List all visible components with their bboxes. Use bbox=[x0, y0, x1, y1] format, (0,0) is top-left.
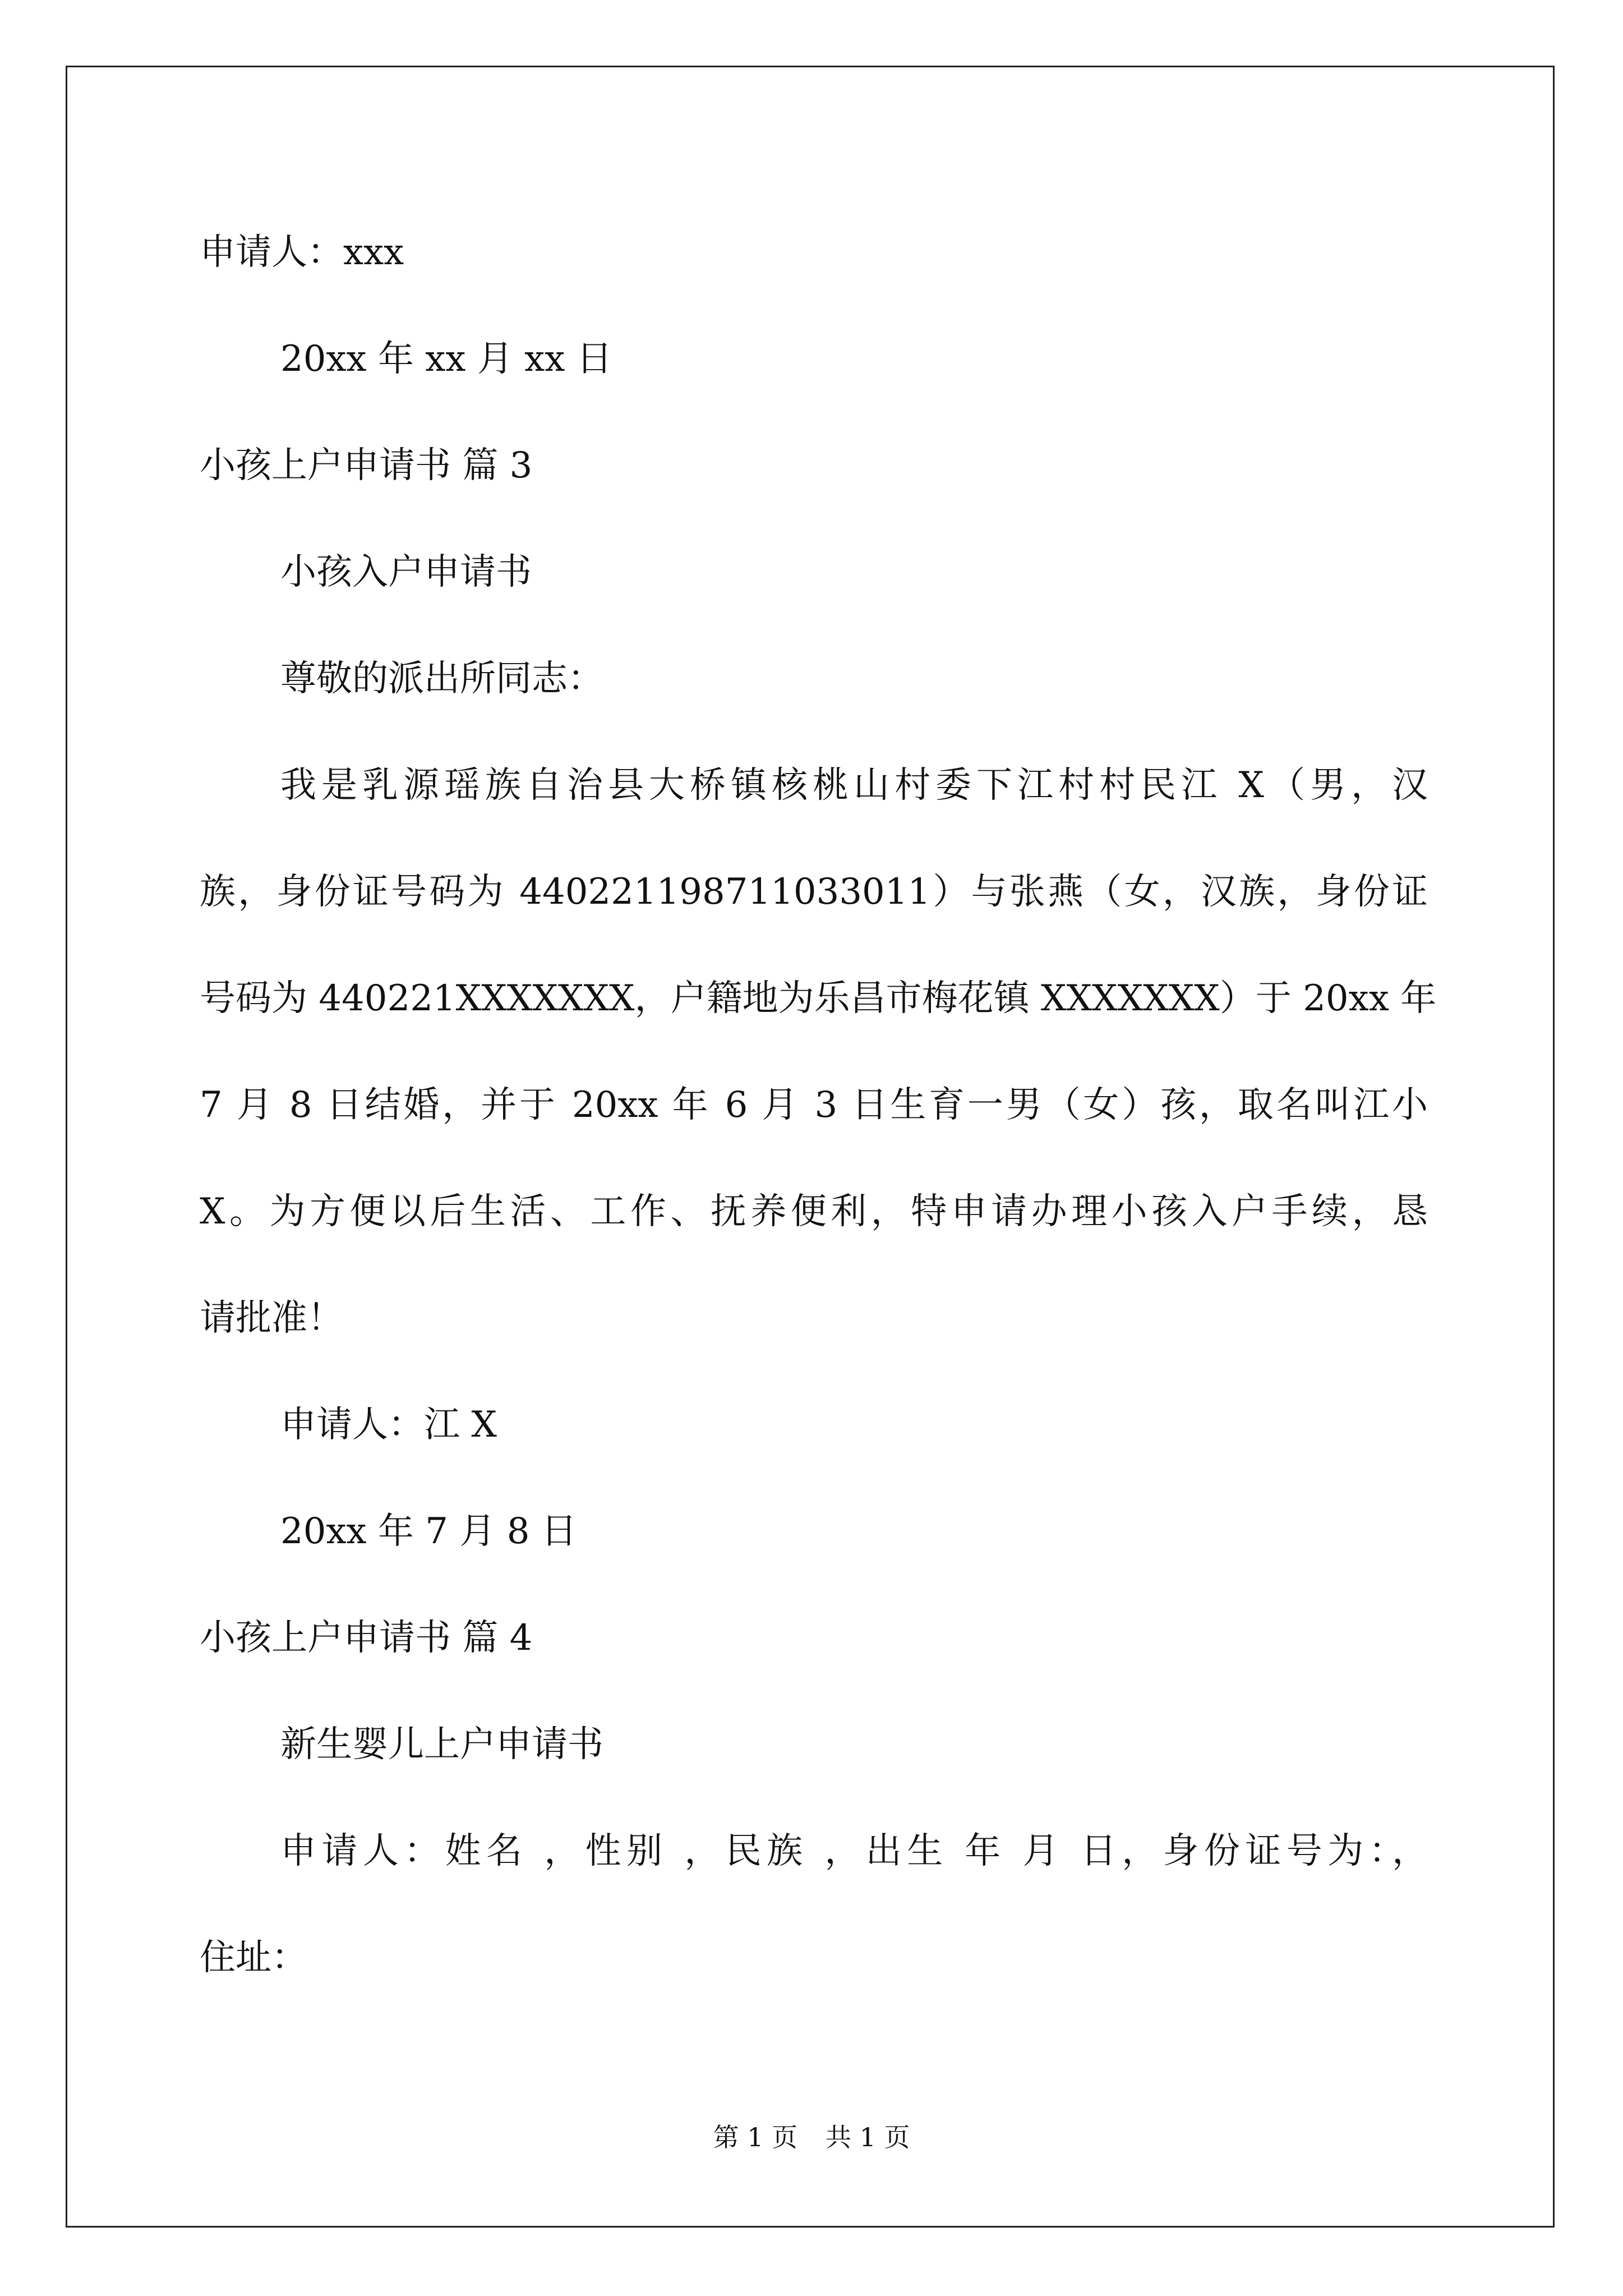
applicant-line: 申请人：xxx bbox=[200, 232, 404, 273]
salutation: 尊敬的派出所同志： bbox=[280, 658, 603, 700]
body-paragraph-line: 号码为 440221XXXXXXX，户籍地为乐昌市梅花镇 XXXXXXX）于 20xx 年 bbox=[200, 978, 1437, 1019]
body-paragraph-line: 7 月 8 日结婚，并于 20xx 年 6 月 3 日生育一男（女）孩，取名叫江小 bbox=[200, 1084, 1428, 1126]
page-total: 共 1 页 bbox=[826, 2122, 910, 2152]
page-border bbox=[66, 66, 1555, 2228]
applicant-info-line: 申请人：姓名 ，性别 ，民族 ，出生 年 月 日，身份证号为：， bbox=[280, 1830, 1428, 1872]
date-line: 20xx 年 xx 月 xx 日 bbox=[280, 338, 612, 380]
page-number: 第 1 页 bbox=[713, 2122, 797, 2152]
body-paragraph-line: 请批准！ bbox=[200, 1297, 343, 1339]
body-paragraph-line: X。为方便以后生活、工作、抚养便利，特申请办理小孩入户手续，恳 bbox=[200, 1191, 1428, 1232]
section-heading-4: 小孩上户申请书 篇 4 bbox=[200, 1617, 533, 1659]
applicant-signature: 申请人：江 X bbox=[280, 1404, 497, 1446]
section-heading-3: 小孩上户申请书 篇 3 bbox=[200, 445, 533, 486]
signature-date: 20xx 年 7 月 8 日 bbox=[280, 1511, 577, 1552]
letter-title: 小孩入户申请书 bbox=[280, 551, 532, 593]
body-paragraph-line: 我是乳源瑶族自治县大桥镇核桃山村委下江村村民江 X（男，汉 bbox=[280, 765, 1428, 806]
page-footer bbox=[0, 2120, 1623, 2154]
address-line: 住址： bbox=[200, 1937, 307, 1978]
letter-title: 新生婴儿上户申请书 bbox=[280, 1724, 603, 1765]
body-paragraph-line: 族，身份证号码为 440221198711033011）与张燕（女，汉族，身份证 bbox=[200, 871, 1428, 913]
